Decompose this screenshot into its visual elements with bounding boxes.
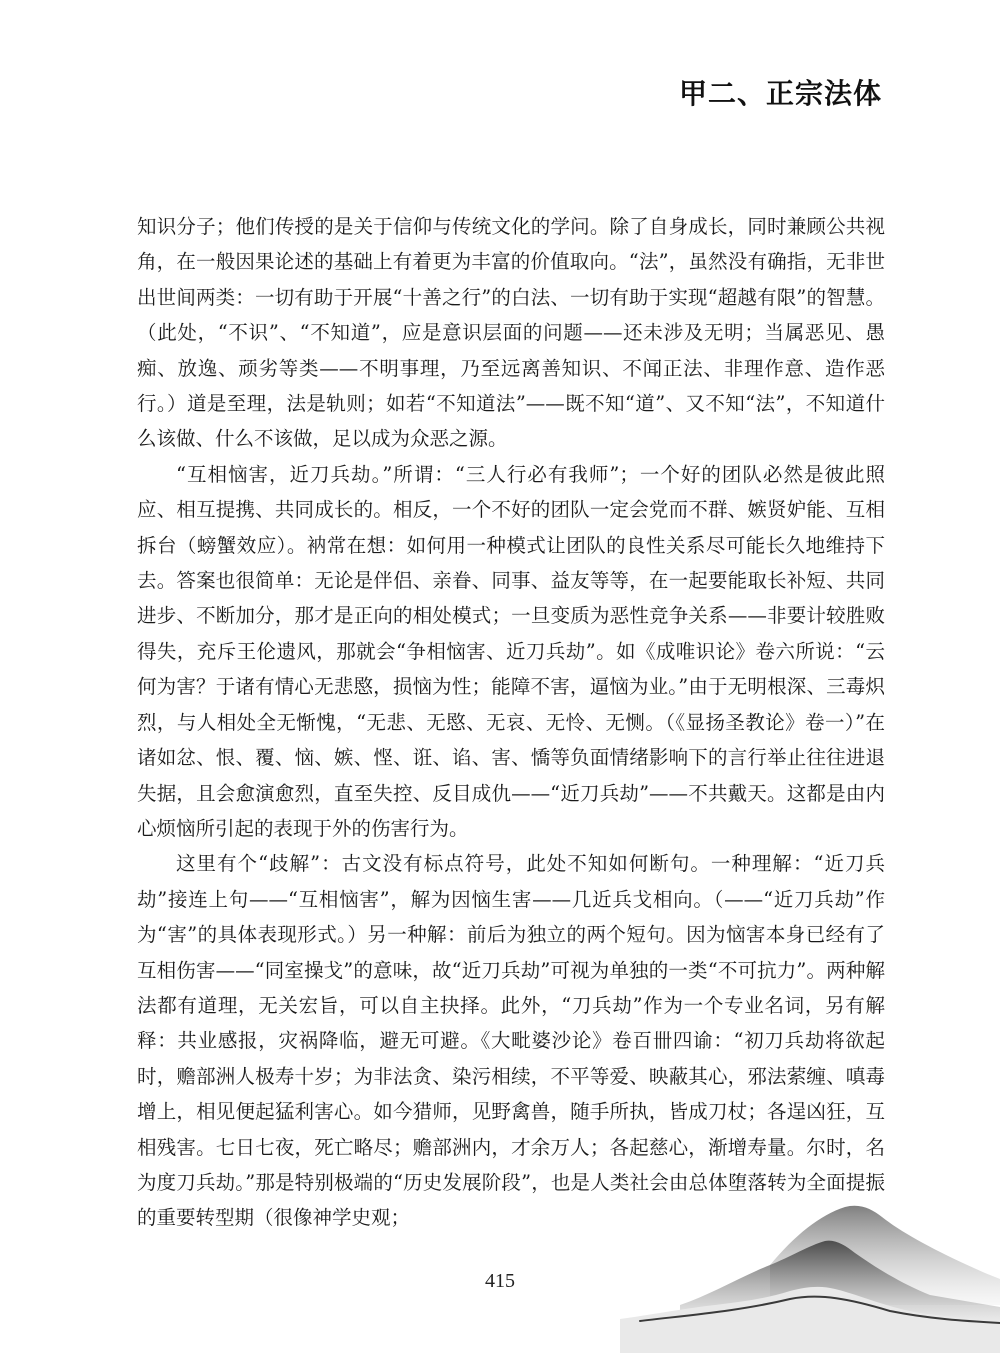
page-number: 415 [485,1270,515,1292]
paragraph-1: 知识分子；他们传授的是关于信仰与传统文化的学问。除了自身成长，同时兼顾公共视角，在一般因果论述的基础上有着更为丰富的价值取向。“法”，虽然没有确指，无非世出世间两类：一切有助于开展“十善之行”的白法、一切有助于实现“超越有限”的智慧。（此处，“不识”、“不知道”，应是意识层面的问题——还未涉及无明；当属恶见、愚痴、放逸、顽劣等类——不明事理，乃至远离善知识、不闻正法、非理作意、造作恶行。）道是至理，法是轨则；如若“不知道法”——既不知“道”、又不知“法”，不知道什么该做、什么不该做，足以成为众恶之源。 [137,215,885,451]
paragraph-2: “互相恼害，近刀兵劫。”所谓：“三人行必有我师”；一个好的团队必然是彼此照应、相互提携、共同成长的。相反，一个不好的团队一定会党而不群、嫉贤妒能、互相拆台（螃蟹效应）。衲常在想：如何用一种模式让团队的良性关系尽可能长久地维持下去。答案也很简单：无论是伴侣、亲眷、同事、益友等等，在一起要能取长补短、共同进步、不断加分，那才是正向的相处模式；一旦变质为恶性竞争关系——非要计较胜败得失，充斥王伦遗风，那就会“争相恼害、近刀兵劫”。如《成唯识论》卷六所说：“云何为害？于诸有情心无悲愍，损恼为性；能障不害，逼恼为业。”由于无明根深、三毒炽烈，与人相处全无惭愧，“无悲、无愍、无哀、无怜、无恻。（《显扬圣教论》卷一）”在诸如忿、恨、覆、恼、嫉、悭、诳、谄、害、憍等负面情绪影响下的言行举止往往进退失据，且会愈演愈烈，直至失控、反目成仇——“近刀兵劫”——不共戴天。这都是由内心烦恼所引起的表现于外的伤害行为。 [137,462,885,840]
chapter-heading: 甲二、正宗法体 [678,77,882,110]
ink-mountains-icon [620,1195,1000,1353]
body-text [137,209,885,1236]
paragraph-3: 这里有个“歧解”：古文没有标点符号，此处不知如何断句。一种理解：“近刀兵劫”接连上句——“互相恼害”，解为因恼生害——几近兵戈相向。（——“近刀兵劫”作为“害”的具体表现形式。）另一种解：前后为独立的两个短句。因为恼害本身已经有了互相伤害——“同室操戈”的意味，故“近刀兵劫”可视为单独的一类“不可抗力”。两种解法都有道理，无关宏旨，可以自主抉择。此外，“刀兵劫”作为一个专业名词，另有解释：共业感报，灾祸降临，避无可避。《大毗婆沙论》卷百卌四谕：“初刀兵劫将欲起时，赡部洲人极寿十岁；为非法贪、染污相续，不平等爱、映蔽其心，邪法萦缠、嗔毒增上，相见便起猛利害心。如今猎师，见野禽兽，随手所执，皆成刀杖；各逞凶狂，互相残害。七日七夜，死亡略尽；赡部洲内，才余万人；各起慈心，渐增寿量。尔时，名为度刀兵劫。”那是特别极端的“历史发展阶段”，也是人类社会由总体堕落转为全面提振的重要转型期（很像神学史观； [137,852,885,1230]
